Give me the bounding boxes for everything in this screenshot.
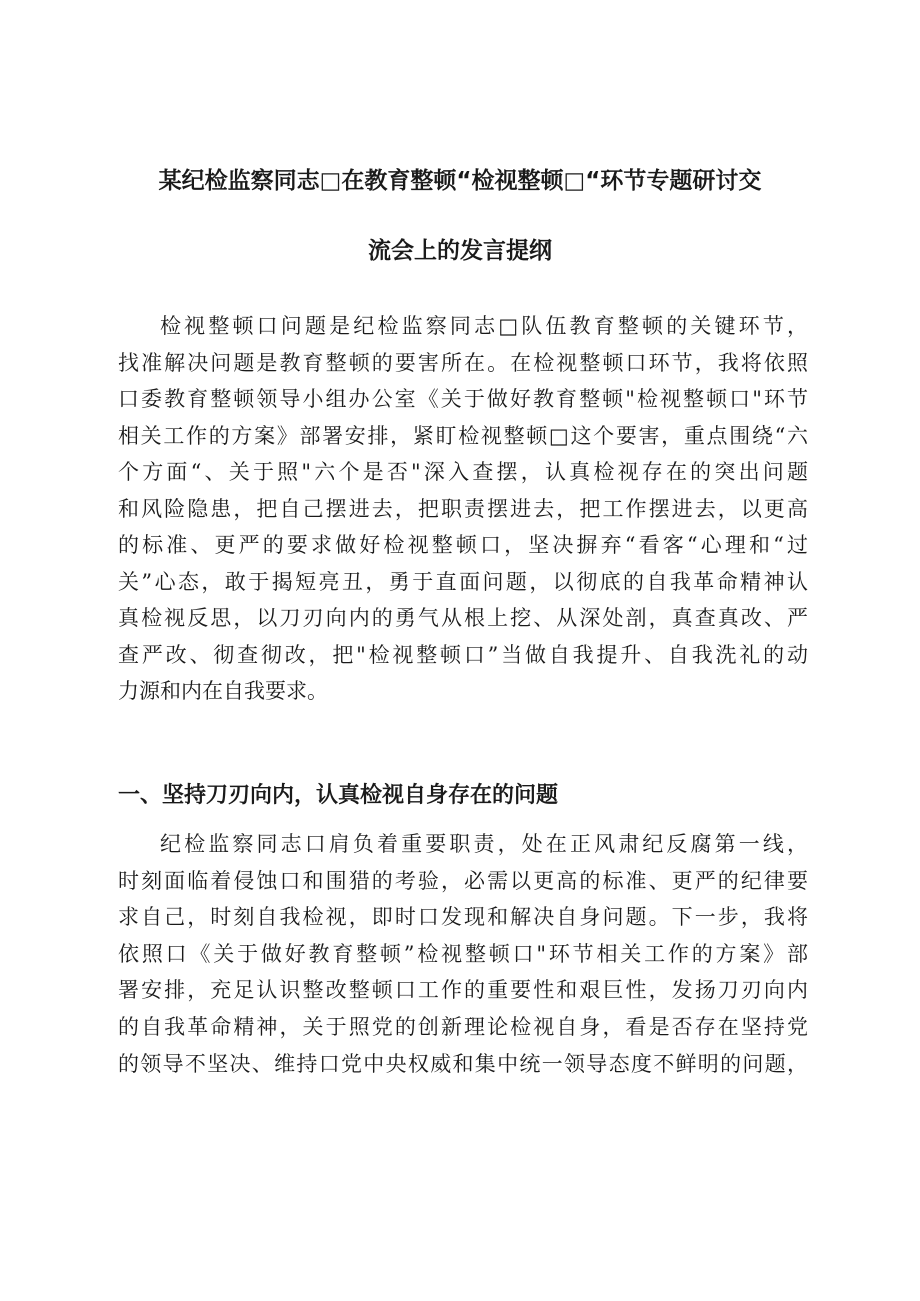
paragraph-line: 口委教育整顿领导小组办公室《关于做好教育整顿"检视整顿口"环节 bbox=[118, 387, 808, 411]
paragraph-line: 和风险隐患，把自己摆进去，把职责摆进去，把工作摆进去，以更高 bbox=[118, 496, 808, 521]
paragraph-line: 关”心态，敢于揭短亮丑，勇于直面问题，以彻底的自我革命精神认 bbox=[118, 569, 808, 594]
paragraph-line: 力源和内在自我要求。 bbox=[118, 679, 328, 703]
document-title-line-2: 流会上的发言提纲 bbox=[368, 238, 552, 264]
paragraph-line: 纪检监察同志口肩负着重要职责，处在正风肃纪反腐第一线， bbox=[160, 832, 808, 856]
paragraph-line: 检视整顿口问题是纪检监察同志□队伍教育整顿的关键环节， bbox=[160, 314, 808, 338]
paragraph-line: 的标准、更严的要求做好检视整顿口，坚决摒弃“看客“心理和“过 bbox=[118, 533, 808, 557]
section-heading-1: 一、坚持刀刃向内，认真检视自身存在的问题 bbox=[118, 783, 559, 808]
section-1-paragraph bbox=[118, 826, 808, 1082]
paragraph-line: 求自己，时刻自我检视，即时口发现和解决自身问题。下一步，我将 bbox=[118, 905, 808, 930]
paragraph-line: 署安排，充足认识整改整顿口工作的重要性和艰巨性，发扬刀刃向内 bbox=[118, 978, 808, 1003]
paragraph-line: 依照口《关于做好教育整顿”检视整顿口"环节相关工作的方案》部 bbox=[118, 941, 808, 966]
intro-paragraph bbox=[118, 308, 808, 710]
paragraph-line: 时刻面临着侵蚀口和围猎的考验，必需以更高的标准、更严的纪律要 bbox=[118, 868, 808, 893]
paragraph-line: 查严改、彻查彻改，把"检视整顿口”当做自我提升、自我洗礼的动 bbox=[118, 642, 808, 667]
paragraph-line: 相关工作的方案》部署安排，紧盯检视整顿□这个要害，重点围绕“六 bbox=[118, 423, 808, 448]
paragraph-line: 找准解决问题是教育整顿的要害所在。在检视整顿口环节，我将依照 bbox=[118, 350, 808, 375]
paragraph-line: 真检视反思，以刀刃向内的勇气从根上挖、从深处剖，真查真改、严 bbox=[118, 606, 808, 630]
paragraph-line: 的自我革命精神，关于照党的创新理论检视自身，看是否存在坚持党 bbox=[118, 1014, 808, 1039]
paragraph-line: 个方面“、关于照"六个是否"深入查摆，认真检视存在的突出问题 bbox=[118, 460, 808, 484]
paragraph-line: 的领导不坚决、维持口党中央权威和集中统一领导态度不鲜明的问题， bbox=[118, 1051, 808, 1076]
document-title-line-1: 某纪检监察同志□在教育整顿“检视整顿□“环节专题研讨交 bbox=[158, 168, 762, 194]
